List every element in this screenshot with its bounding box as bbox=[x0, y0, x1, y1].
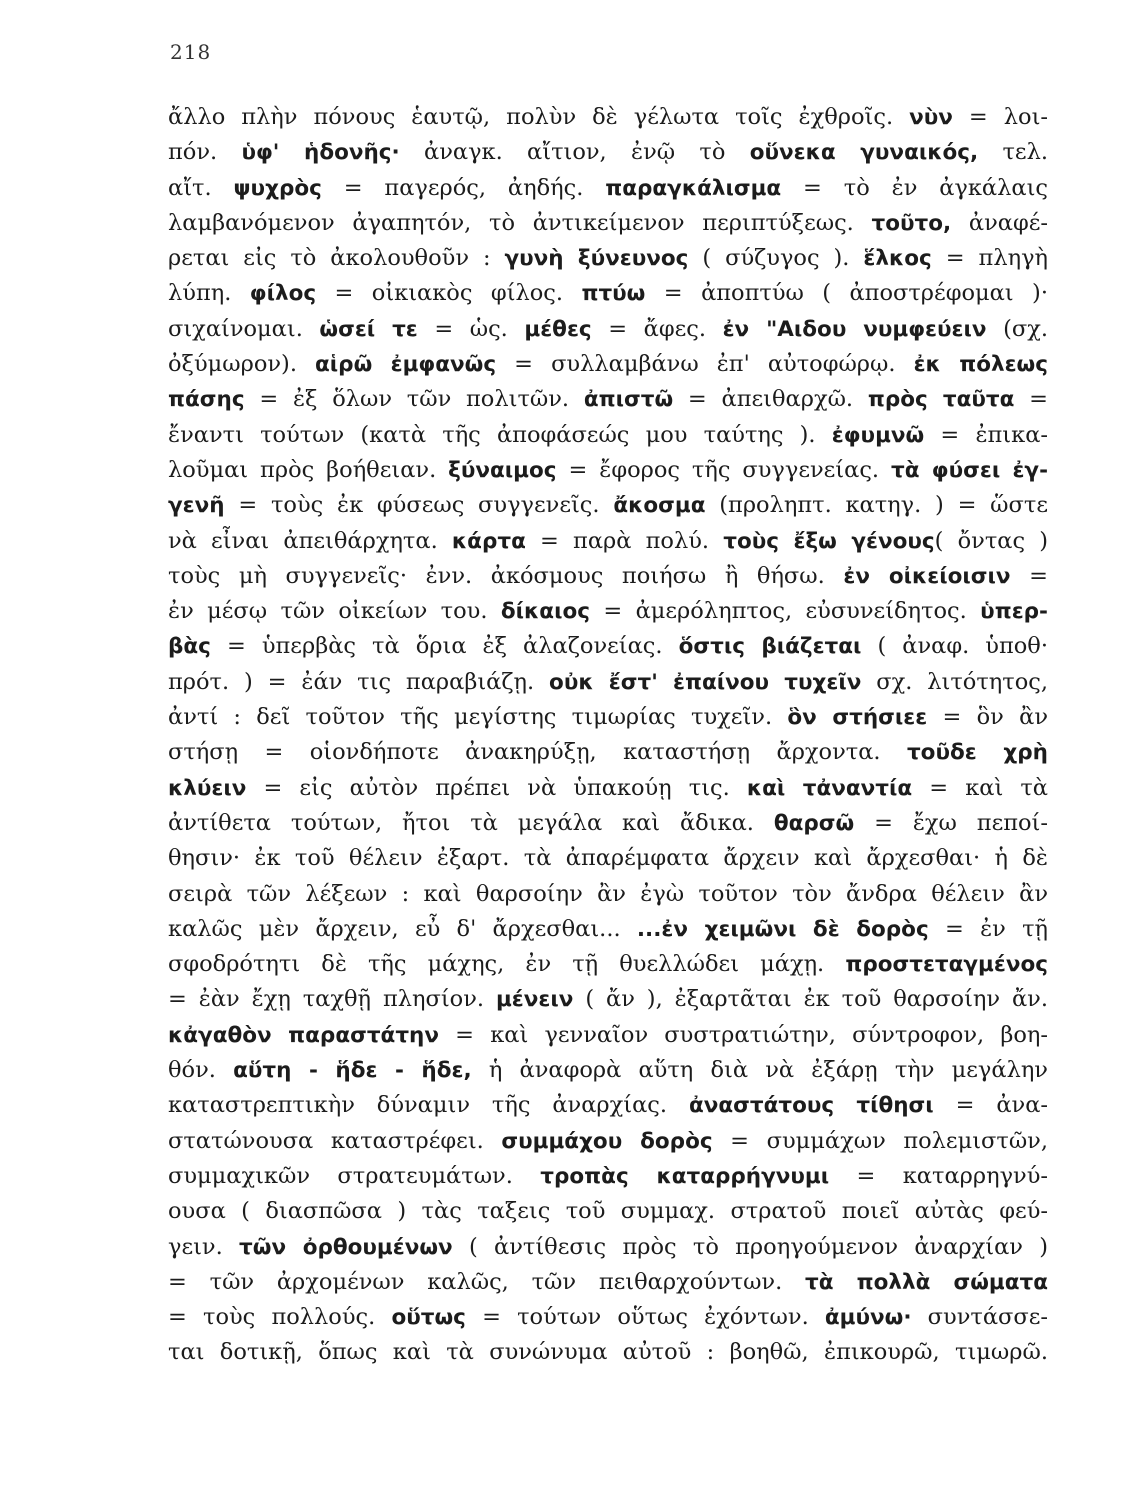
gloss-text: (σχ. bbox=[986, 315, 1048, 342]
headword: φίλος bbox=[249, 281, 317, 307]
headword: καὶ τἀναντία bbox=[746, 775, 913, 801]
headword: κάρτα bbox=[451, 528, 526, 554]
gloss-text: = τοὺς πολλούς. bbox=[168, 1304, 392, 1331]
gloss-text: ἔναντι τούτων (κατὰ τῆς ἀποφάσεώς μου ταύτης ). bbox=[168, 421, 832, 448]
gloss-text: τελ. bbox=[978, 139, 1048, 166]
text-line bbox=[168, 700, 1048, 735]
gloss-text: = παρὰ πολύ. bbox=[525, 527, 724, 554]
gloss-text: ἡ ἀναφορὰ αὕτη διὰ νὰ ἐξάρῃ τὴν μεγάλην bbox=[471, 1057, 1048, 1084]
text-line bbox=[168, 135, 1048, 170]
text-line bbox=[168, 735, 1048, 770]
gloss-text: ( ὄντας ) bbox=[934, 527, 1048, 554]
text-line bbox=[168, 453, 1048, 488]
gloss-text: ὀξύμωρον). bbox=[168, 351, 316, 378]
gloss-text: = εἰς αὐτὸν πρέπει νὰ ὑπακούῃ τις. bbox=[246, 774, 747, 801]
gloss-text: = ἐὰν ἔχῃ ταχθῇ πλησίον. bbox=[168, 986, 496, 1013]
headword: ἄκοσμα bbox=[613, 493, 706, 519]
gloss-text: = ἄφες. bbox=[591, 315, 723, 342]
headword: ὑπερ- bbox=[980, 599, 1048, 625]
headword: οὕτως bbox=[391, 1305, 466, 1331]
headword: μέθες bbox=[524, 316, 592, 342]
headword: ὑφ' ἡδονῆς· bbox=[241, 140, 400, 166]
gloss-text: ( σύζυγος ). bbox=[688, 245, 864, 272]
text-line bbox=[168, 100, 1048, 135]
gloss-text: (προληπτ. κατηγ. ) = ὥστε bbox=[705, 492, 1048, 519]
text-line bbox=[168, 241, 1048, 276]
gloss-text: συμμαχικῶν στρατευμάτων. bbox=[168, 1162, 541, 1189]
gloss-text: σφοδρότητι δὲ τῆς μάχης, ἐν τῇ θυελλώδει μάχῃ. bbox=[168, 951, 846, 978]
gloss-text: = καὶ τὰ bbox=[912, 774, 1048, 801]
headword: ὃν στήσιεε bbox=[787, 705, 928, 731]
headword: τοὺς ἔξω γένους bbox=[723, 528, 935, 554]
gloss-text: = bbox=[1010, 562, 1048, 589]
text-line bbox=[168, 1124, 1048, 1159]
gloss-text: αἴτ. bbox=[168, 174, 234, 201]
gloss-text: συντάσσε- bbox=[911, 1304, 1048, 1331]
text-line bbox=[168, 418, 1048, 453]
gloss-text: στατώνουσα καταστρέφει. bbox=[168, 1127, 502, 1154]
headword: κλύειν bbox=[168, 775, 247, 801]
gloss-text: σχ. λιτότητος, bbox=[861, 668, 1048, 695]
gloss-text: = ἔφορος τῆς συγγενείας. bbox=[556, 456, 892, 483]
headword: ἀπιστῶ bbox=[583, 387, 674, 413]
text-line bbox=[168, 1159, 1048, 1194]
headword: τὰ πολλὰ σώματα bbox=[805, 1269, 1048, 1295]
text-line bbox=[168, 347, 1048, 382]
page-number: 218 bbox=[170, 40, 212, 64]
gloss-text: = τῶν ἀρχομένων καλῶς, τῶν πειθαρχούντων. bbox=[168, 1268, 806, 1295]
gloss-text: = ὑπερβὰς τὰ ὅρια ἐξ ἀλαζονείας. bbox=[210, 633, 679, 660]
gloss-text: ( ἀντίθεσις πρὸς τὸ προηγούμενον ἀναρχίαν ) bbox=[452, 1233, 1048, 1260]
headword: αἱρῶ ἐμφανῶς bbox=[315, 352, 497, 378]
gloss-text: λύπη. bbox=[168, 280, 250, 307]
gloss-text: = συλλαμβάνω ἐπ' αὐτοφώρῳ. bbox=[496, 351, 914, 378]
gloss-text: ἐν μέσῳ τῶν οἰκείων του. bbox=[168, 598, 501, 625]
gloss-text: = παγερός, ἀηδής. bbox=[321, 174, 606, 201]
gloss-text: ἀντίθετα τούτων, ἤτοι τὰ μεγάλα καὶ ἄδικα. bbox=[168, 809, 774, 836]
text-line bbox=[168, 1230, 1048, 1265]
gloss-text: λαμβανόμενον ἀγαπητόν, τὸ ἀντικείμενον περιπτύξεως. bbox=[168, 209, 872, 236]
headword: γενῆ bbox=[168, 493, 225, 519]
text-line bbox=[168, 1053, 1048, 1088]
headword: ξύναιμος bbox=[448, 457, 557, 483]
text-line bbox=[168, 771, 1048, 806]
headword: αὕτη - ἥδε - ἥδε, bbox=[233, 1058, 472, 1084]
gloss-text: ἄλλο πλὴν πόνους ἑαυτῷ, πολὺν δὲ γέλωτα τοῖς ἐχθροῖς. bbox=[168, 104, 910, 130]
gloss-text: θόν. bbox=[168, 1057, 234, 1084]
gloss-text: = ἀπειθαρχῶ. bbox=[673, 386, 868, 413]
headword: θαρσῶ bbox=[773, 810, 855, 836]
gloss-text: καταστρεπτικὴν δύναμιν τῆς ἀναρχίας. bbox=[168, 1092, 689, 1119]
gloss-text: ( ἀναφ. ὑποθ· bbox=[861, 633, 1048, 660]
gloss-text: = ἐν τῇ bbox=[928, 915, 1048, 942]
text-line bbox=[168, 1300, 1048, 1335]
headword: μένειν bbox=[495, 987, 574, 1013]
text-line bbox=[168, 312, 1048, 347]
gloss-text: = τὸ ἐν ἀγκάλαις bbox=[781, 174, 1048, 201]
headword: ἐφυμνῶ bbox=[831, 422, 925, 448]
gloss-text: σιχαίνομαι. bbox=[168, 315, 320, 342]
text-line bbox=[168, 524, 1048, 559]
headword: ἀναστάτους τίθησι bbox=[688, 1093, 934, 1119]
text-line bbox=[168, 877, 1048, 912]
text-line bbox=[168, 206, 1048, 241]
headword: οὐκ ἔστ' ἐπαίνου τυχεῖν bbox=[549, 669, 862, 695]
headword: ἐν "Αιδου νυμφεύειν bbox=[722, 316, 987, 342]
gloss-text: = καὶ γενναῖον συστρατιώτην, σύντροφον, βοη- bbox=[439, 1021, 1048, 1048]
headword: ἐν οἰκείοισιν bbox=[843, 563, 1011, 589]
headword: τοῦτο, bbox=[871, 210, 952, 236]
text-line bbox=[168, 1335, 1048, 1370]
text-line bbox=[168, 806, 1048, 841]
text-line bbox=[168, 488, 1048, 523]
headword: οὕνεκα γυναικός, bbox=[749, 140, 979, 166]
gloss-text: σειρὰ τῶν λέξεων : καὶ θαρσοίην ἂν ἐγὼ τοῦτον τὸν ἄνδρα θέλειν ἂν bbox=[168, 880, 1048, 907]
text-line bbox=[168, 594, 1048, 629]
gloss-text: = πληγὴ bbox=[931, 245, 1048, 272]
headword: πτύω bbox=[581, 281, 646, 307]
gloss-text: ουσα ( διασπῶσα ) τὰς ταξεις τοῦ συμμαχ. στρατοῦ ποιεῖ αὐτὰς φεύ- bbox=[168, 1198, 1048, 1225]
gloss-text: = bbox=[1014, 386, 1048, 413]
gloss-text: καλῶς μὲν ἄρχειν, εὖ δ' ἄρχεσθαι... bbox=[168, 915, 637, 942]
gloss-text: = τούτων οὕτως ἐχόντων. bbox=[465, 1304, 825, 1331]
gloss-text: γειν. bbox=[168, 1233, 240, 1260]
text-line bbox=[168, 559, 1048, 594]
text-line bbox=[168, 276, 1048, 311]
headword: προστεταγμένος bbox=[845, 952, 1048, 978]
text-line bbox=[168, 1265, 1048, 1300]
text-line bbox=[168, 629, 1048, 664]
headword: νὺν bbox=[909, 105, 953, 130]
gloss-text: τοὺς μὴ συγγενεῖς· ἐνν. ἀκόσμους ποιήσω ἢ θήσω. bbox=[168, 562, 844, 589]
text-line bbox=[168, 1088, 1048, 1123]
gloss-text: = ἐπικα- bbox=[924, 421, 1048, 448]
gloss-text: ἀναγκ. αἴτιον, ἐνῷ τὸ bbox=[399, 139, 750, 166]
headword: ἕλκος bbox=[863, 246, 932, 272]
headword: κἀγαθὸν παραστάτην bbox=[168, 1022, 439, 1048]
headword: τὰ φύσει ἐγ- bbox=[891, 457, 1048, 483]
gloss-text: = ἔχω πεποί- bbox=[854, 809, 1048, 836]
gloss-text: νὰ εἶναι ἀπειθάρχητα. bbox=[168, 527, 452, 554]
headword: τροπὰς καταρρήγνυμι bbox=[540, 1163, 830, 1189]
gloss-text: ται δοτικῇ, ὅπως καὶ τὰ συνώνυμα αὐτοῦ : βοηθῶ, ἐπικουρῶ, τιμωρῶ. bbox=[168, 1339, 1048, 1366]
gloss-text: = ἀνα- bbox=[933, 1092, 1048, 1119]
headword: δίκαιος bbox=[500, 599, 590, 625]
gloss-text: ἀναφέ- bbox=[951, 209, 1048, 236]
headword: συμμάχου δορὸς bbox=[501, 1128, 713, 1154]
headword: βὰς bbox=[168, 634, 211, 660]
gloss-text: = οἰκιακὸς φίλος. bbox=[316, 280, 582, 307]
gloss-text: στήσῃ = οἱονδήποτε ἀνακηρύξῃ, καταστήσῃ ἄρχοντα. bbox=[168, 739, 907, 766]
gloss-text: = λοι- bbox=[952, 104, 1048, 130]
gloss-text: = ἀμερόληπτος, εὐσυνείδητος. bbox=[589, 598, 981, 625]
text-line bbox=[168, 912, 1048, 947]
text-line bbox=[168, 841, 1048, 876]
gloss-text: = καταρρηγνύ- bbox=[829, 1162, 1048, 1189]
headword: πρὸς ταῦτα bbox=[867, 387, 1015, 413]
gloss-text: ἀντί : δεῖ τοῦτον τῆς μεγίστης τιμωρίας τυχεῖν. bbox=[168, 704, 788, 731]
text-line bbox=[168, 947, 1048, 982]
gloss-text: = τοὺς ἐκ φύσεως συγγενεῖς. bbox=[224, 492, 614, 519]
gloss-text: = ὡς. bbox=[417, 315, 525, 342]
headword: ἐκ πόλεως bbox=[913, 352, 1048, 378]
gloss-text: θησιν· ἐκ τοῦ θέλειν ἐξαρτ. τὰ ἀπαρέμφατα ἄρχειν καὶ ἄρχεσθαι· ἡ δὲ bbox=[168, 845, 1048, 872]
gloss-text: πόν. bbox=[168, 139, 242, 166]
gloss-text: = ἐξ ὅλων τῶν πολιτῶν. bbox=[244, 386, 584, 413]
gloss-text: ρεται εἰς τὸ ἀκολουθοῦν : bbox=[168, 245, 505, 272]
gloss-text: ( ἄν ), ἐξαρτᾶται ἐκ τοῦ θαρσοίην ἄν. bbox=[573, 986, 1048, 1013]
headword: ψυχρὸς bbox=[233, 175, 322, 201]
text-line bbox=[168, 665, 1048, 700]
headword: ...ἐν χειμῶνι δὲ δορὸς bbox=[636, 916, 929, 942]
text-line bbox=[168, 982, 1048, 1017]
text-line bbox=[168, 1018, 1048, 1053]
text-line bbox=[168, 1194, 1048, 1229]
body-text bbox=[168, 100, 1048, 1371]
headword: παραγκάλισμα bbox=[605, 175, 782, 201]
headword: ὡσεί τε bbox=[319, 316, 418, 342]
headword: ἀμύνω· bbox=[824, 1305, 912, 1331]
headword: τῶν ὀρθουμένων bbox=[239, 1234, 453, 1260]
gloss-text: πρότ. ) = ἐάν τις παραβιάζῃ. bbox=[168, 668, 550, 695]
headword: ὅστις βιάζεται bbox=[678, 634, 862, 660]
gloss-text: = ἀποπτύω ( ἀποστρέφομαι )· bbox=[645, 280, 1048, 307]
text-line bbox=[168, 171, 1048, 206]
gloss-text: = συμμάχων πολεμιστῶν, bbox=[712, 1127, 1048, 1154]
gloss-text: λοῦμαι πρὸς βοήθειαν. bbox=[168, 456, 449, 483]
gloss-text: = ὃν ἂν bbox=[927, 704, 1048, 731]
headword: γυνὴ ξύνευνος bbox=[504, 246, 689, 272]
text-line bbox=[168, 382, 1048, 417]
headword: πάσης bbox=[168, 387, 245, 413]
headword: τοῦδε χρὴ bbox=[906, 740, 1048, 766]
